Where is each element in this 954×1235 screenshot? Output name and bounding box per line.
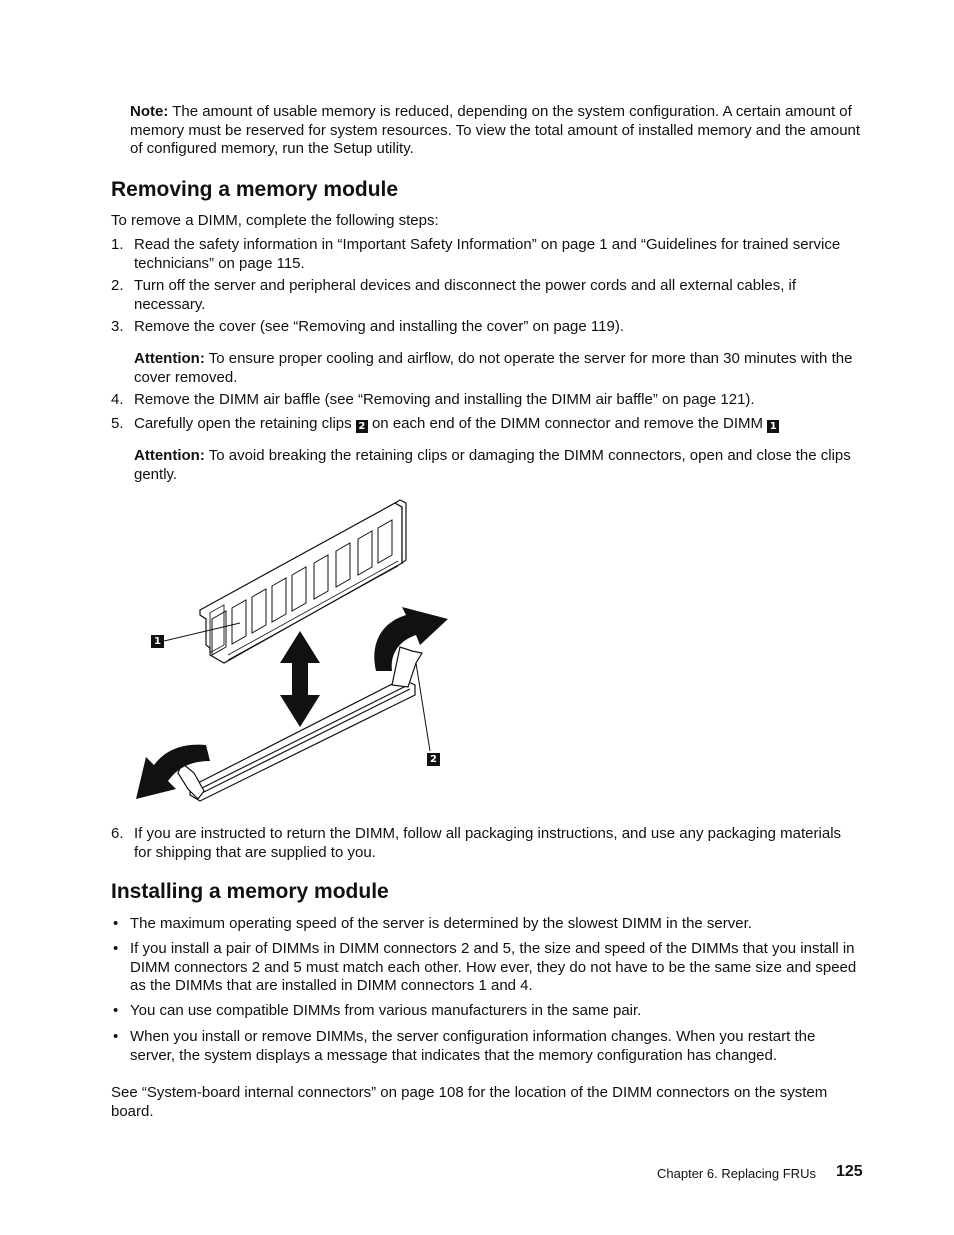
dimm-removal-illustration (130, 495, 460, 805)
attention-clips (134, 447, 854, 484)
note-paragraph (130, 103, 870, 159)
dimm-illustration-graphic (130, 495, 460, 805)
bullet-dot: • (113, 915, 119, 932)
step-5-text-a: Carefully open the retaining clips (134, 415, 352, 432)
bullet-text: You can use compatible DIMMs from various manufacturers in the same pair. (130, 1002, 642, 1019)
bullet-text: If you install a pair of DIMMs in DIMM connectors 2 and 5, the size and speed of the DIMMs that you install in DIMM connectors 2 and 5 must match each other. How ever, they do not have to be the same size and speed as the DIMMs that are installed in DIMM connectors 1 and 4. (130, 940, 857, 994)
retaining-clip-right (392, 647, 422, 687)
step-text (134, 415, 854, 434)
step-text: Turn off the server and peripheral devices and disconnect the power cords and all external cables, if necessary. (134, 277, 797, 313)
step-5-text-b: on each end of the DIMM connector and remove the DIMM (371, 415, 763, 432)
step-text: Remove the DIMM air baffle (see “Removing and installing the DIMM air baffle” on page 121). (134, 391, 755, 408)
attention-label: Attention: (134, 350, 205, 367)
callout-badge-clip: 2 (356, 420, 368, 433)
step-number: 2. (111, 277, 124, 294)
note-text: The amount of usable memory is reduced, depending on the system configuration. A certain amount of memory must be reserved for system resources. To view the total amount of installed memory and the amount of configured memory, run the Setup utility. (130, 103, 861, 157)
section-heading-installing: Installing a memory module (111, 880, 389, 903)
figure-callout-2: 2 (427, 753, 440, 766)
callout-2-leader (416, 663, 430, 751)
step-text: Read the safety information in “Important Safety Information” on page 1 and “Guidelines for trained service technicians” on page 115. (134, 236, 841, 272)
bullet-dot: • (113, 940, 119, 957)
step-number: 3. (111, 318, 124, 335)
bullet-dot: • (113, 1028, 119, 1045)
attention-text: To avoid breaking the retaining clips or damaging the DIMM connectors, open and close the clips gently. (134, 447, 851, 483)
section-heading-removing: Removing a memory module (111, 178, 399, 201)
step-number: 1. (111, 236, 124, 253)
attention-cooling (134, 350, 854, 387)
bullet-text: The maximum operating speed of the server is determined by the slowest DIMM in the server. (130, 915, 752, 932)
bullet-dot: • (113, 1002, 119, 1019)
page-number: 125 (836, 1163, 863, 1180)
callout-badge-dimm: 1 (767, 420, 779, 433)
bullet-text: When you install or remove DIMMs, the server configuration information changes. When you restart the server, the system displays a message that indicates that the memory configuration has changed. (130, 1028, 816, 1064)
note-label: Note: (130, 103, 169, 120)
step-number: 5. (111, 415, 124, 432)
attention-label: Attention: (134, 447, 205, 464)
figure-callout-1: 1 (151, 635, 164, 648)
footer-chapter: Chapter 6. Replacing FRUs (657, 1166, 816, 1181)
step-text: If you are instructed to return the DIMM, follow all packaging instructions, and use any packaging materials for shipping that are supplied to you. (134, 825, 842, 861)
double-arrow-icon (280, 631, 320, 727)
attention-text: To ensure proper cooling and airflow, do not operate the server for more than 30 minutes with the cover removed. (134, 350, 853, 386)
removing-intro: To remove a DIMM, complete the following steps: (111, 212, 439, 229)
step-number: 4. (111, 391, 124, 408)
step-number: 6. (111, 825, 124, 842)
see-also-paragraph: See “System-board internal connectors” on page 108 for the location of the DIMM connectors on the system board. (111, 1084, 828, 1120)
step-text: Remove the cover (see “Removing and installing the cover” on page 119). (134, 318, 624, 335)
